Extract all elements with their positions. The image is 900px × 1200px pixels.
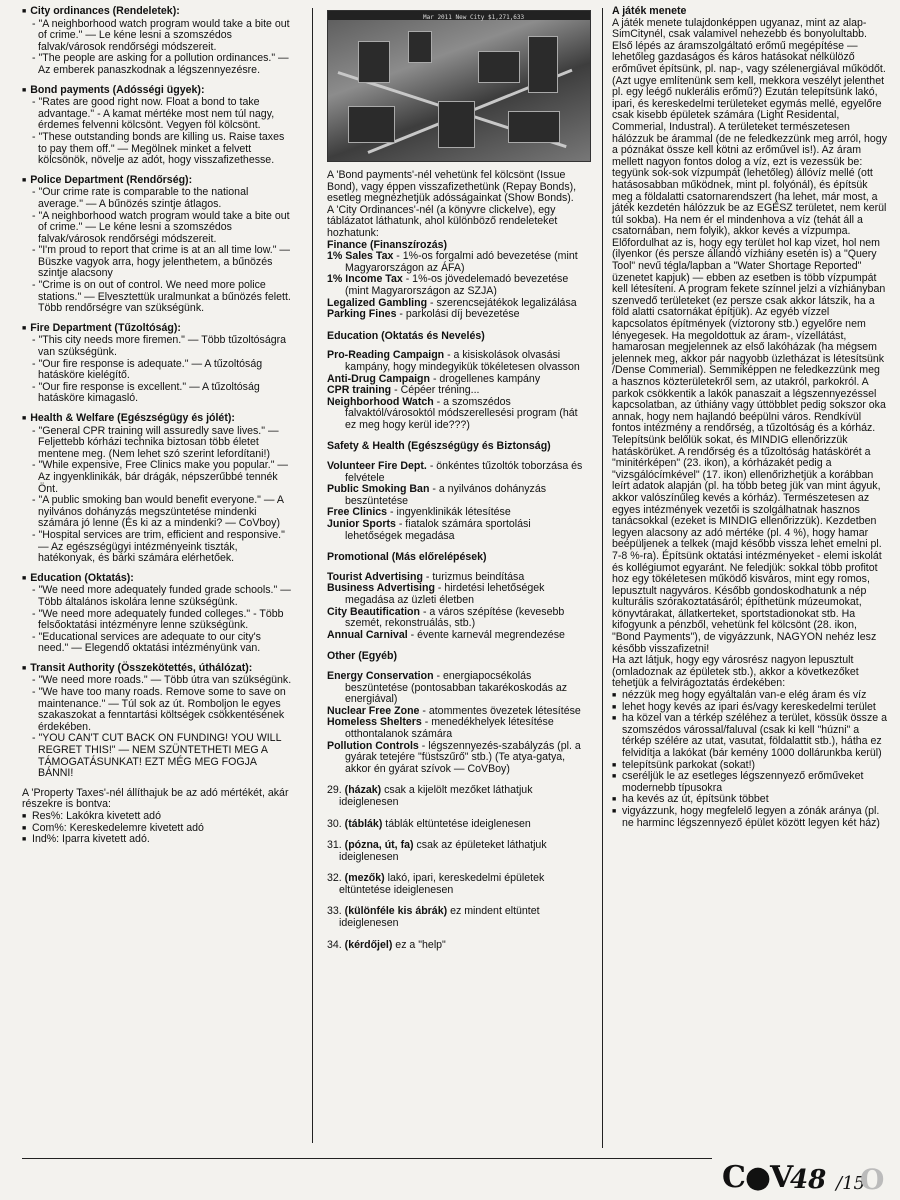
ordinance-desc: - drogellenes kampány: [430, 372, 541, 385]
screenshot-caption: Mar 2011 New City $1,271,633: [423, 14, 525, 21]
tips-list: [612, 690, 888, 829]
ordinance-label: Junior Sports: [327, 518, 396, 531]
ordinance-label: Public Smoking Ban: [327, 483, 430, 496]
tip-item: ■ vigyázzunk, hogy megfelelő legyen a zónák aránya (pl. ne harminc légszennyező épület között legyen két ház): [612, 806, 888, 829]
list-item: ■ Com%: Kereskedelemre kivetett adó: [22, 823, 294, 835]
ordinance-desc: - Cépéer tréning...: [391, 384, 480, 397]
ordinance-label: Business Advertising: [327, 582, 435, 595]
section-items: [22, 97, 294, 167]
legend-desc: csak a kijelölt mezőket láthatjuk ideiglenesen: [339, 784, 533, 808]
advisor-quote: - "We need more roads." — Több útra van szükségünk.: [32, 674, 292, 687]
column-right: [612, 6, 888, 829]
advisor-quote: - "The people are asking for a pollution ordinances." — Az emberek panaszkodnak a légszennyezésre.: [32, 52, 289, 76]
ordinance-desc: - fiatalok számára sportolási lehetőségek megadása: [345, 518, 531, 542]
icon-legend-item: [327, 785, 589, 808]
icon-legend-item: [327, 840, 589, 863]
ordinance-desc: - 1%-os forgalmi adó bevezetése (mint Magyarországon az ÁFA): [345, 250, 578, 274]
icon-legend-item: [327, 873, 589, 896]
safety-heading: Safety & Health (Egészségügy és Biztonság): [327, 440, 551, 453]
advisor-quote: - "Our fire response is excellent." — A tűzoltóság hatásköre kimagasló.: [32, 380, 260, 405]
section-items: [22, 19, 294, 77]
ordinance-item: [327, 671, 589, 706]
issue-number: 48: [790, 1165, 827, 1195]
ordinance-desc: - hirdetési lehetőségek megadása az üzleti életben: [345, 582, 545, 606]
legend-label: (házak): [344, 784, 382, 797]
other-heading: Other (Egyéb): [327, 650, 398, 663]
advisor-quote: - "Educational services are adequate to our city's need." — Elegendő oktatási intézményünk van.: [32, 630, 261, 655]
ordinance-item: [327, 484, 589, 507]
ordinance-desc: - évente karnevál megrendezése: [407, 628, 565, 641]
section-items: [22, 675, 294, 779]
ordinance-desc: - 1%-os jövedelemadó bevezetése (mint Magyarországon az SZJA): [345, 273, 569, 297]
legend-number: 31.: [327, 839, 345, 852]
ordinance-desc: - légszennyezés-szabályzás (pl. a gyárak tetejére "füstszűrő" stb.) (Te atya-gatya, akkor én gyárat szívok — CoVBoy): [345, 739, 581, 775]
footer-rule: [22, 1158, 712, 1159]
ordinance-desc: - energiapocsékolás beszüntetése (pontosabban takarékoskodás az energiával): [345, 669, 568, 706]
legend-desc: csak az épületeket láthatjuk ideiglenesen: [339, 839, 547, 863]
promotional-list: [327, 572, 589, 642]
education-list: [327, 350, 589, 431]
legend-label: (kérdőjel): [344, 938, 393, 951]
tip-item: ■ lehet hogy kevés az ipari és/vagy kereskedelmi terület: [612, 702, 888, 714]
legend-label: (különféle kis ábrák): [344, 905, 448, 918]
advisor-section: [22, 85, 294, 167]
ordinance-desc: - önkéntes tűzoltók toborzása és felvétele: [345, 460, 583, 484]
ordinance-desc: - a nyilvános dohányzás beszüntetése: [345, 483, 547, 507]
tip-item: ■ nézzük meg hogy egyáltalán van-e elég áram és víz: [612, 690, 888, 702]
legend-number: 30.: [327, 817, 345, 830]
tip-item: ■ cseréljük le az esetleges légszennyező erőműveket modernebb típusokra: [612, 771, 888, 794]
section-heading: ■ Education (Oktatás):: [22, 573, 294, 586]
section-items: [22, 335, 294, 405]
list-item: ■ Ind%: Iparra kivetett adó.: [22, 834, 294, 846]
list-item: ■ Res%: Lakókra kivetett adó: [22, 811, 294, 823]
section-items: [22, 187, 294, 315]
promotional-heading: Promotional (Más előrelépések): [327, 551, 487, 564]
advisor-quote: - "A neighborhood watch program would take a bite out of crime." — Le kéne lesni a szomszédos falvak/városok rendőrségi módszereit.: [32, 209, 290, 245]
ordinance-desc: - menedékhelyek létesítése otthontalanok számára: [345, 716, 554, 740]
icon-legend-item: [327, 940, 589, 952]
legend-desc: táblák eltüntetése ideiglenesen: [382, 817, 531, 830]
advisor-quote: - "Crime is on out of control. We need more police stations." — Elvesztettük uralmunkat a bűnözés felett. Több rendőrségre van szükségünk.: [32, 279, 291, 315]
column-middle: [327, 10, 589, 951]
legend-label: (táblák): [344, 817, 383, 830]
ordinance-item: [327, 397, 589, 432]
finance-list: [327, 251, 589, 321]
advisor-quote: - "Our crime rate is comparable to the national average." — A bűnözés szintje átlagos.: [32, 186, 249, 210]
ordinance-label: Pollution Controls: [327, 739, 419, 752]
advisor-quote: - "We need more adequately funded grade schools." — Több általános iskolára lenne szükségünk.: [32, 584, 291, 608]
property-intro: A 'Property Taxes'-nél állíthajuk be az adó mértékét, akár részekre is bontva:: [22, 786, 289, 811]
column-divider: [602, 8, 603, 1148]
property-list: [22, 811, 294, 846]
ordinance-label: Homeless Shelters: [327, 716, 422, 729]
ordinance-desc: - szerencsejátékok legalizálása: [427, 296, 577, 309]
advisor-quote: - "General CPR training will assuredly save lives." — Feljettebb kórházi technika biztosan több életet mentene meg. (Nem lehet szó szerint lefordítani!): [32, 424, 279, 460]
ordinance-item: [327, 583, 589, 606]
gameplay-text: A játék menete tulajdonképpen ugyanaz, mint az alap-SimCitynél, csak valamivel nehezebb és bonyolultabb. Első lépés az áramszolgáltató erőmű megépítése — lehetőleg gazdaságos és káros hatásokat nélkülöző erőművet építsünk, pl. nap-, vagy szélenergiával működőt. (Azt ugye említenünk sem kell, mekkora veszélyt jelenthet pl. egy leégő nuklerális erőmű?) Ezután telepítsünk lakó, ipari, és kereskedelmi területeket egymás mellé, egyelőre csak kisebb épületek számára (Light Residental, Commerial, Industral). A területeket természetesen hálózzuk be árammal (de ne feledkezzünk meg arról, hogy a póznákat össze kell kötni az erőművel is!). Az áram mellett nagyon fontos dolog a víz, ezt is vezessük be: tegyünk sok-sok vízpumpát (lehetőleg) állóvíz mellé (ott hatásosabban működnek, mint pl. folyónál), és építsük meg a földalatti csatornarendszert (ha lehet, már most, a játék kezdetén hálózzuk be az EGÉSZ területet, nem kerül túl sokba). Ha nem ér el mindenhova a víz (tehát áll a csatornában, nem folyik), akkor kevés a vízpumpa. Előfordulhat az is, hogy egy terület hol kap vizet, hol nem (ilyenkor (és persze állandó vízhiány esetén is) a "Query Tool" nevű tégla/lapban a "Water Shortage Reported" üzenetet kapjuk) — ebben az esetben is több vízpumpát kell létesíteni. A program fekete színnel jelzi a vízhiányban szenvedő területeket (ez persze csak akkor látszik, ha a föld alatti csatornákat építjük). Az egyéb vízzel kapcsolatos építmények (víztorony stb.) egyelőre nem lényegesek. Ha megoldottuk az áram-, vízellátást, hamarosan megjelennek az első lakóházak (ha mégsem jelennek meg, akkor pár nagyobb üzletházat is létesítsünk /Dense Commerial). Semmiképpen ne feledkezzünk meg a hasznos közterületekről sem, az utakról, parkokról. A parkok csökkentik a lakók panaszait a légszennyezéssel kapcsolatban, az úthiány vagy úttöbblet pedig sokszor oka annak, hogy nem hajlandó beépülni város. Rendkívül fontos intézmény a rendőrség, a tűzoltóság és a kórház. Telepítsünk belőlük sokat, és MINDIG ellenőrizzük hatáskörüket. A rendőrség és a tűzoltóság hatáskörét a "minitérképen" (23. ikon), a kórházakét pedig a "vizsgálócímkével" (17. ikon) ellenőrizhetjük a korábban leírt adatok alapján (pl. ha több beteg jük van mint ágyuk, akkor valószínűleg kevés a kórház). Természetesen az egyes intézmények vezetői is szolgálhatnak hasznos tanácsokkal (ezeket is MINDIG ellenőrizzük). Kezdetben legyen alacsony az adó mértéke (pl. 4 %), hogy hamar beépüljenek a telkek (majd később vissza lehet emelni pl. 7-8 %-ra). Építsünk oktatási intézményeket - elemi iskolát és kollégiumot egyaránt. Ne feledjük: sokkal több profitot hoz egy tökéletesen működő kisváros, mint egy romos, lepusztult nagyváros. Később gondoskodhatunk a nép kulturális szórakoztatásáról; építhetünk múzeumokat, könyvtárakat, állatkerteket, sportstadionokat stb. Ha kifogyunk a pénzből, vehetünk fel kölcsönt (28. ikon, "Bond Payments"), de vigyázzunk, NAGYON nehéz lesz később visszafizetni!: [612, 16, 887, 655]
section-items: [22, 585, 294, 655]
ordinance-label: 1% Sales Tax: [327, 250, 394, 263]
ordinance-item: [327, 461, 589, 484]
legend-desc: ez a "help": [392, 938, 446, 951]
advisor-section: [22, 6, 294, 77]
icon-legend-list: [327, 785, 589, 951]
ordinance-label: Energy Conservation: [327, 669, 434, 682]
advisor-quote: - "Our fire response is adequate." — A tűzoltóság hatásköre kielégítő.: [32, 357, 263, 382]
advisor-quote: - "I'm proud to report that crime is at an all time low." — Büszke vagyok arra, hogy jelenthetem, a bűnözés szintje alacsony: [32, 244, 290, 280]
tip-item: ■ telepítsünk parkokat (sokat!): [612, 760, 888, 772]
legend-number: 32.: [327, 872, 345, 885]
column-divider: [312, 8, 313, 1143]
section-items: [22, 426, 294, 565]
ordinance-label: City Beautification: [327, 605, 421, 618]
advisor-quote: - "We need more adequately funded colleges." - Több felsőoktatási intézményre lenne szükségünk.: [32, 607, 284, 632]
page-number: /15: [836, 1173, 865, 1194]
tip-item: ■ ha kevés az út, építsünk többet: [612, 794, 888, 806]
ordinance-label: Legalized Gambling: [327, 296, 428, 309]
bond-intro: A 'Bond payments'-nél vehetünk fel kölcsönt (Issue Bond), vagy éppen visszafizethetünk (Repay Bonds), esetleg megnézhetjük adósságainkat (Show Bonds).: [327, 169, 577, 205]
advisor-quote: - "YOU CAN'T CUT BACK ON FUNDING! YOU WILL REGRET THIS!" — NEM SZÜNTETHETI MEG A TÁMOGATÁSUNKAT! EZT MÉG MEG FOGJA BÁNNI!: [32, 732, 282, 780]
advisor-quote: - "Rates are good right now. Float a bond to take advantage." - A kamat mértéke most nem túl nagy, érdemes felvenni kölcsönt. Vegyen föl kölcsönt.: [32, 96, 275, 132]
legend-desc: lakó, ipari, kereskedelmi épületek eltüntetése ideiglenesen: [339, 872, 545, 896]
faded-letter: O: [860, 1163, 885, 1196]
ordinance-desc: - atommentes övezetek létesítése: [419, 704, 581, 717]
ordinance-item: [327, 717, 589, 740]
ordinance-item: [327, 741, 589, 776]
icon-legend-item: [327, 819, 589, 831]
ordinance-label: Nuclear Free Zone: [327, 704, 420, 717]
advisor-section: [22, 413, 294, 565]
ordinance-label: Free Clinics: [327, 506, 388, 519]
advisor-quote: - "These outstanding bonds are killing us. Raise taxes to pay them off." — Megölnek minket a felvett kölcsönök, növelje az adót, hogy visszafizethesse.: [32, 130, 285, 167]
icon-legend-item: [327, 906, 589, 929]
legend-desc: ez mindent eltüntet ideiglenesen: [339, 905, 540, 930]
ordinance-label: 1% Income Tax: [327, 273, 403, 286]
ordinance-item: [327, 630, 589, 642]
ordinance-item: [327, 274, 589, 297]
ordinance-item: [327, 350, 589, 373]
advisor-quote: - "A public smoking ban would benefit everyone." — A nyilvános dohányzás megszüntetése mindenki számára jó lenne (És ki az a mindenki? — CoVboy): [32, 494, 284, 530]
ordinance-desc: - a szomszédos falvaktól/városoktól módszerellesési program (hát ez meg hogy kerül ide???): [345, 395, 578, 431]
ordinance-label: Volunteer Fire Dept.: [327, 460, 427, 473]
ordinance-desc: - ingyenklinikák létesítése: [387, 506, 511, 519]
advisor-quote: - "This city needs more firemen." — Több tűzoltóságra van szükségünk.: [32, 334, 287, 359]
gameplay-text-2: Ha azt látjuk, hogy egy városrész nagyon lepusztult (omladoznak az épületek stb.), akkor a következőket tehetjük a felvirágoztatás érdekében:: [612, 654, 859, 690]
advisor-quote: - "A neighborhood watch program would take a bite out of crime." — Le kéne lesni a szomszédos falvak/városok rendőrségi módszereit.: [32, 17, 290, 53]
section-heading: ■ Fire Department (Tűzoltóság):: [22, 323, 294, 336]
ordinance-item: [327, 607, 589, 630]
magazine-logo: C●V: [722, 1160, 793, 1195]
legend-label: (mezők): [344, 872, 385, 885]
legend-number: 29.: [327, 784, 345, 797]
screenshot-titlebar: [328, 11, 590, 20]
ordinance-desc: - a város szépítése (kevesebb szemét, rekonstruálás, stb.): [345, 605, 565, 630]
advisor-section: [22, 175, 294, 315]
ordinance-label: Neighborhood Watch: [327, 395, 434, 408]
ordinance-desc: - turizmus beindítása: [422, 570, 525, 583]
ordinance-label: CPR training: [327, 384, 392, 397]
legend-number: 34.: [327, 938, 345, 951]
ordinance-desc: - a kisiskolások olvasási kampány, hogy mindegyikük tökéletesen olvasson: [345, 349, 580, 373]
other-list: [327, 671, 589, 775]
legend-label: (pózna, út, fa): [344, 839, 414, 852]
section-heading: ■ City ordinances (Rendeletek):: [22, 6, 294, 19]
ordinance-item: [327, 251, 589, 274]
advisor-quote: - "We have too many roads. Remove some to save on maintenance." — Túl sok az út. Romboljon le egyes szakaszokat a fenntartási költségek csökkentésének érdekében.: [32, 686, 286, 733]
column-left: [22, 6, 294, 846]
ordinance-item: [327, 519, 589, 542]
game-screenshot: [327, 10, 591, 162]
safety-list: [327, 461, 589, 542]
ordinances-intro: A 'City Ordinances'-nél (a könyvre clickelve), egy táblázatot láthatunk, ahol különböző rendeleteket hozhatunk:: [327, 203, 558, 239]
finance-heading: Finance (Finanszírozás): [327, 238, 448, 251]
advisor-section: [22, 573, 294, 655]
section-heading: ■ Bond payments (Adósségi ügyek):: [22, 85, 294, 98]
ordinance-label: Annual Carnival: [327, 628, 408, 641]
tip-item: ■ ha közel van a térkép széléhez a terület, kössük össze a szomszédos várossal/faluval (csak ki kell "húzni" a térkép szélére az utat, vasutat, földalattit stb.), hátha ez felvidítja a lakókat (bár kemény 1000 dollárunkba kerül): [612, 713, 888, 759]
ordinance-label: Pro-Reading Campaign: [327, 349, 445, 362]
advisor-quote: - "While expensive, Free Clinics make you popular." — Az ingyenklinikák, bár drágák, népszerűbbé tennék Önt.: [32, 459, 288, 495]
ordinance-label: Tourist Advertising: [327, 570, 423, 583]
ordinance-desc: - parkolási díj bevezetése: [396, 308, 520, 321]
advisor-quote: - "Hospital services are trim, efficient and responsive." — Az egészségügyi intézményeink tiszták, hatékonyak, és bárki számára elérhetőek.: [32, 528, 285, 565]
section-heading: ■ Transit Authority (Összekötettés, úthálózat):: [22, 663, 294, 676]
legend-number: 33.: [327, 905, 345, 918]
advisor-section: [22, 663, 294, 780]
ordinance-label: Anti-Drug Campaign: [327, 372, 430, 385]
ordinance-label: Parking Fines: [327, 308, 397, 321]
education-heading: Education (Oktatás és Nevelés): [327, 329, 485, 342]
section-heading: A játék menete: [612, 5, 687, 17]
section-heading: ■ Police Department (Rendőrség):: [22, 175, 294, 188]
section-heading: ■ Health & Welfare (Egészségügy és jólét):: [22, 413, 294, 426]
advisor-section: [22, 323, 294, 405]
ordinance-item: [327, 309, 589, 321]
